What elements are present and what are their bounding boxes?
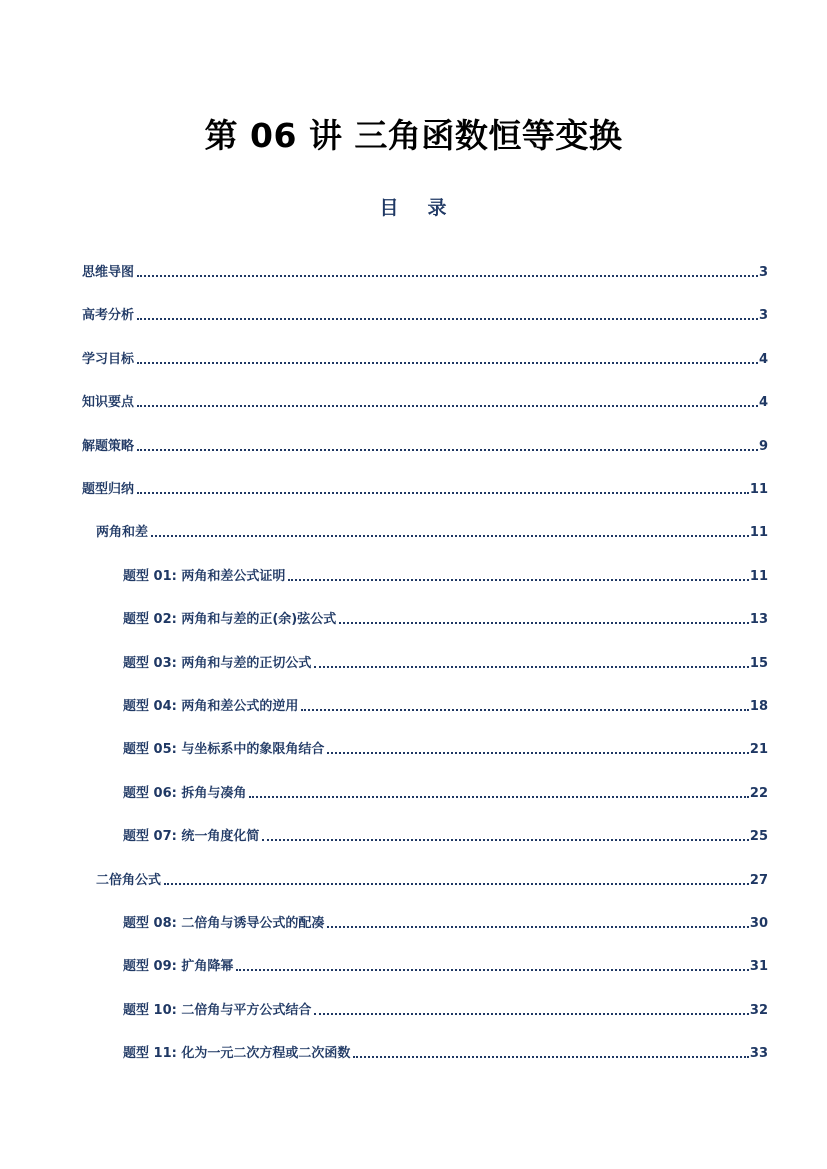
toc-entry[interactable]: [123, 603, 768, 627]
toc-entry[interactable]: [123, 907, 768, 931]
toc-entry-label: 题型 09: 扩角降幂: [123, 959, 234, 974]
toc-dot-leader: [137, 492, 749, 494]
toc-dot-leader: [137, 275, 758, 277]
toc-entry-label: 二倍角公式: [96, 873, 162, 888]
toc-dot-leader: [339, 622, 749, 624]
toc-entry-label: 题型 10: 二倍角与平方公式结合: [123, 1003, 312, 1018]
toc-entry-label: 题型 05: 与坐标系中的象限角结合: [123, 742, 325, 757]
toc-entry-page-number: 15: [749, 656, 768, 671]
toc-entry-page-number: 3: [758, 308, 768, 323]
toc-dot-leader: [288, 579, 749, 581]
toc-entry-label: 题型 03: 两角和与差的正切公式: [123, 656, 312, 671]
toc-entry-page-number: 25: [749, 829, 768, 844]
toc-entry-page-number: 33: [749, 1046, 768, 1061]
toc-entry[interactable]: [82, 473, 768, 497]
toc-entry[interactable]: [123, 994, 768, 1018]
document-title: 第 06 讲 三角函数恒等变换: [204, 116, 623, 155]
toc-entry-page-number: 4: [758, 395, 768, 410]
toc-entry-page-number: 3: [758, 265, 768, 280]
toc-entry[interactable]: [82, 343, 768, 367]
toc-entry-page-number: 4: [758, 352, 768, 367]
toc-dot-leader: [236, 969, 749, 971]
toc-heading: [0, 193, 827, 220]
toc-entry-page-number: 22: [749, 786, 768, 801]
toc-entry-label: 学习目标: [82, 352, 135, 367]
toc-heading-char-2: 录: [427, 197, 448, 219]
toc-entry-label: 题型 04: 两角和差公式的逆用: [123, 699, 299, 714]
toc-dot-leader: [137, 405, 758, 407]
toc-entry[interactable]: [123, 560, 768, 584]
toc-entry-page-number: 11: [749, 569, 768, 584]
toc-entry-label: 题型 11: 化为一元二次方程或二次函数: [123, 1046, 351, 1061]
toc-dot-leader: [137, 318, 758, 320]
toc-entry-page-number: 13: [749, 612, 768, 627]
toc-entry[interactable]: [123, 777, 768, 801]
toc-entry-label: 高考分析: [82, 308, 135, 323]
toc-entry-label: 题型 08: 二倍角与诱导公式的配凑: [123, 916, 325, 931]
toc-entry-label: 思维导图: [82, 265, 135, 280]
toc-entry[interactable]: [82, 386, 768, 410]
toc-entry[interactable]: [123, 820, 768, 844]
toc-dot-leader: [262, 839, 749, 841]
toc-entry-page-number: 31: [749, 959, 768, 974]
toc-entry-label: 题型 06: 拆角与凑角: [123, 786, 247, 801]
toc-entry[interactable]: [123, 690, 768, 714]
toc-entry[interactable]: [123, 950, 768, 974]
toc-dot-leader: [137, 449, 758, 451]
toc-dot-leader: [164, 883, 749, 885]
toc-entry-page-number: 9: [758, 439, 768, 454]
toc-entry[interactable]: [82, 299, 768, 323]
toc-entry-page-number: 18: [749, 699, 768, 714]
toc-entry-page-number: 11: [749, 482, 768, 497]
toc-entry-label: 题型 01: 两角和差公式证明: [123, 569, 286, 584]
toc-entry-label: 题型 02: 两角和与差的正(余)弦公式: [123, 612, 337, 627]
toc-entry-page-number: 30: [749, 916, 768, 931]
toc-entry-page-number: 27: [749, 873, 768, 888]
toc-entry-label: 题型归纳: [82, 482, 135, 497]
toc-dot-leader: [327, 752, 749, 754]
toc-entry[interactable]: [82, 430, 768, 454]
toc-entry-page-number: 21: [749, 742, 768, 757]
toc-entry[interactable]: [123, 1037, 768, 1061]
toc-entry-label: 解题策略: [82, 439, 135, 454]
toc-entry-label: 两角和差: [96, 525, 149, 540]
toc-entry[interactable]: [123, 647, 768, 671]
toc-entry-page-number: 11: [749, 525, 768, 540]
toc-dot-leader: [353, 1056, 749, 1058]
toc-entry[interactable]: [96, 864, 768, 888]
toc-dot-leader: [327, 926, 749, 928]
toc-entry[interactable]: [123, 733, 768, 757]
toc-entry[interactable]: [82, 256, 768, 280]
toc-dot-leader: [137, 362, 758, 364]
toc-dot-leader: [249, 796, 749, 798]
toc-dot-leader: [151, 535, 749, 537]
toc-dot-leader: [314, 1013, 749, 1015]
toc-entry-page-number: 32: [749, 1003, 768, 1018]
toc-entry[interactable]: [96, 516, 768, 540]
toc-entry-label: 知识要点: [82, 395, 135, 410]
toc-heading-char-1: 目: [379, 197, 400, 219]
toc-dot-leader: [301, 709, 749, 711]
toc-dot-leader: [314, 666, 749, 668]
toc-entry-label: 题型 07: 统一角度化简: [123, 829, 260, 844]
